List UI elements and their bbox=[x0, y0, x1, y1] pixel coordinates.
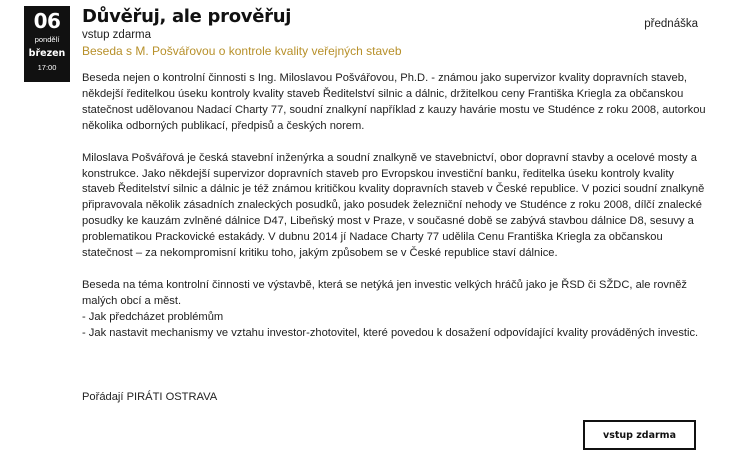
date-day: 06 bbox=[33, 9, 61, 33]
description-paragraph: Beseda nejen o kontrolní činnosti s Ing. Miloslavou Pošvářovou, Ph.D. - známou jako supervizor kvality dopravních staveb, někdejší ředitelkou úseku kontroly kvality staveb Ředitelství silnic a dálnic, držitelkou ceny Františka Kriegla za občanskou statečnost udělovanou Nadací Charty 77, soudní znalkyní například z kauzy havárie mostu ve Studénce z roku 2008, autorkou několika odborných publikací, předpisů a českých norem. bbox=[82, 72, 706, 132]
organizer-text: Pořádají PIRÁTI OSTRAVA bbox=[82, 391, 218, 403]
event-type-label: přednáška bbox=[644, 18, 698, 30]
description-paragraph: Miloslava Pošvářová je česká stavební inženýrka a soudní znalkyně ve stavebnictví, obor dopravní stavby a ocelové mosty a konstrukce. Jako někdejší supervizor dopravních staveb pro Evropskou investiční banku, ředitelka úseku kontroly kvality staveb Ředitelství silnic a dálnic je též známou kritičkou kvality dopravních staveb v České republice. V pozici soudní znalkyně připravovala několik zásadních znaleckých posudků, jako posudek železniční nehody ve Studénce z roku 2008, dílčí znalecké posudky ke kauzám zvlněné dálnice D47, Libeňský most v Praze, v současné době se zabývá stavbou dálnice D8, sesuvy a problematikou Prackovické estakády. V dubnu 2014 jí Nadace Charty 77 udělila Cenu Františka Kriegla za občanskou statečnost – za nekompromisní kritiku toho, jakým způsobem se v České republice staví dálnice. bbox=[82, 151, 705, 260]
date-month: březen bbox=[28, 48, 66, 59]
date-time: 17:00 bbox=[37, 63, 57, 72]
free-entry-button[interactable]: vstup zdarma bbox=[583, 420, 696, 450]
event-subtitle: Beseda s M. Pošvářovou o kontrole kvality veřejných staveb bbox=[82, 44, 402, 58]
description-paragraph: Beseda na téma kontrolní činnosti ve výstavbě, která se netýká jen investic velkých hráčů jako je ŘSD či SŽDC, ale rovněž malých obcí a měst. bbox=[82, 278, 687, 307]
date-badge bbox=[24, 6, 70, 82]
event-description bbox=[82, 71, 707, 342]
topic-item: - Jak nastavit mechanismy ve vztahu investor-zhotovitel, které povedou k dosažení odpovídající kvality prováděných investic. bbox=[82, 326, 699, 339]
date-weekday: pondělí bbox=[34, 35, 60, 44]
event-admission: vstup zdarma bbox=[82, 29, 152, 41]
topic-item: - Jak předcházet problémům bbox=[82, 310, 224, 323]
event-title: Důvěřuj, ale prověřuj bbox=[82, 6, 292, 27]
